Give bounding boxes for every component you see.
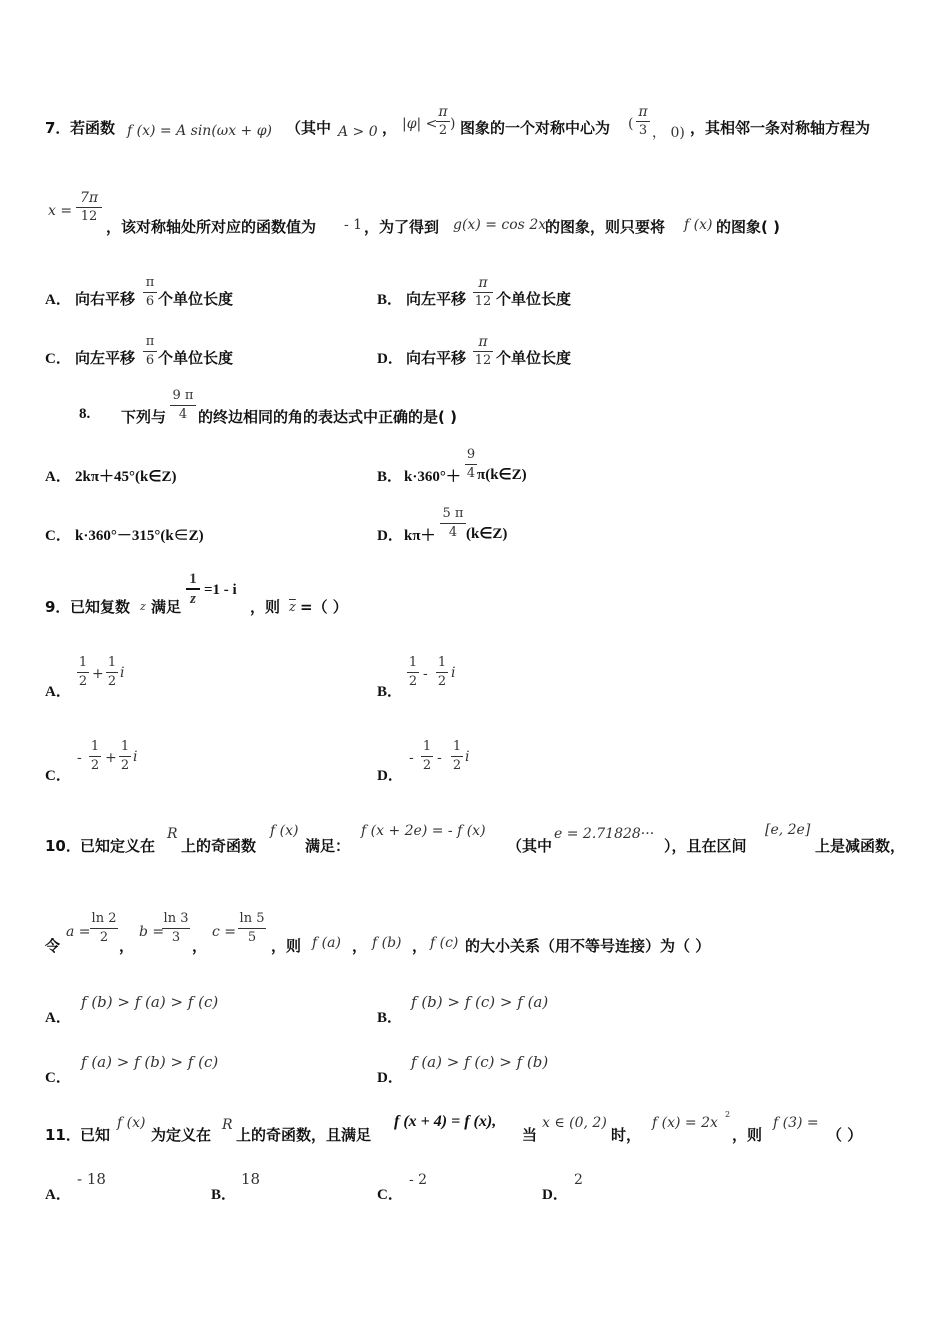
q7-text-8: 的图象( ) <box>716 218 780 236</box>
option-text: 个单位长度 <box>158 349 234 367</box>
option-label: B． <box>377 684 403 700</box>
option-fraction: π 6 <box>143 275 157 310</box>
q9-text-3: ，则 <box>250 598 281 616</box>
option-text: - 2 <box>409 1172 428 1188</box>
option-imag-unit: i <box>465 749 470 765</box>
option-fraction: 1 2 <box>90 739 100 773</box>
q11-text-4: 当 <box>522 1126 538 1144</box>
q10-text-7: 令 <box>45 937 61 955</box>
q7-text-5: ，该对称轴处所对应的函数值为 <box>106 218 317 236</box>
option-text: 2 <box>574 1172 583 1188</box>
option-label: D． <box>542 1187 568 1203</box>
option-fraction: 9 4 <box>466 447 476 481</box>
q9-equation: =1 - i <box>204 582 237 598</box>
q11-text-7: （ ） <box>827 1126 863 1144</box>
option-label: D． <box>377 528 403 544</box>
q11-square: 2 <box>725 1110 731 1119</box>
q11-text-2: 为定义在 <box>151 1126 212 1144</box>
option-text: f (a) > f (b) > f (c) <box>81 1053 219 1071</box>
option-text: (k∈Z) <box>466 526 508 542</box>
q10-c-lhs: c = <box>212 924 237 940</box>
q11-definition: f (x) = 2x <box>652 1115 718 1131</box>
q7-x-eq: x = <box>48 203 73 219</box>
option-label: C． <box>45 768 71 784</box>
q10-text-2: 上的奇函数 <box>181 837 257 855</box>
q11-fx: f (x) <box>117 1115 146 1131</box>
q7-function: f (x) = A sin(ωx + φ) <box>127 123 272 139</box>
q11-text-3: 上的奇函数，且满足 <box>236 1126 372 1144</box>
option-text: 向右平移 <box>75 290 136 308</box>
option-text: k·360°－315°(k∈Z) <box>75 528 204 544</box>
q10-e-value: e = 2.71828··· <box>554 826 655 842</box>
option-fraction: 1 2 <box>452 739 462 773</box>
option-operator: - <box>423 666 428 682</box>
q10-text-1: 已知定义在 <box>80 837 156 855</box>
option-text: f (b) > f (a) > f (c) <box>81 993 219 1011</box>
option-label: B． <box>377 469 403 485</box>
q10-equation: f (x + 2e) = - f (x) <box>361 823 486 839</box>
q7-text-4: ，其相邻一条对称轴方程为 <box>690 119 871 137</box>
option-label: B． <box>211 1187 237 1203</box>
q10-fb: f (b) <box>372 935 402 951</box>
q7-number: 7． <box>45 119 71 137</box>
q11-text-1: 已知 <box>80 1126 111 1144</box>
option-text: 向左平移 <box>75 349 136 367</box>
q10-fc: f (c) <box>430 935 459 951</box>
q7-text-6: ，为了得到 <box>364 218 440 236</box>
option-label: A． <box>45 684 71 700</box>
option-operator: + <box>92 666 104 682</box>
q10-interval: [e, 2e] <box>765 822 811 838</box>
q7-center-open: ( <box>628 116 634 132</box>
q10-text-4: （其中 <box>507 837 553 855</box>
option-label: C． <box>377 1187 403 1203</box>
option-text: 向左平移 <box>406 290 467 308</box>
q10-text-3: 满足： <box>305 837 351 855</box>
option-label: C． <box>45 351 71 367</box>
q7-fraction-pi-2: π 2 <box>436 104 450 139</box>
q10-comma: ， <box>192 937 208 955</box>
option-label: D． <box>377 768 403 784</box>
q10-fa: f (a) <box>312 935 341 951</box>
option-imag-unit: i <box>120 665 125 681</box>
option-fraction: π 12 <box>474 275 492 309</box>
q11-R: R <box>222 1117 233 1133</box>
q10-fx: f (x) <box>270 823 299 839</box>
option-imag-unit: i <box>451 665 456 681</box>
q9-z-bar: $\overline{z}$ <box>289 600 296 615</box>
option-fraction: 1 2 <box>78 655 88 689</box>
q9-text-4: =（ ） <box>300 598 348 616</box>
option-fraction: 1 2 <box>437 655 447 689</box>
option-label: B． <box>377 292 403 308</box>
option-label: A． <box>45 1010 71 1026</box>
q11-text-6: ，则 <box>732 1126 763 1144</box>
q10-text-6: 上是减函数， <box>815 837 906 855</box>
q7-g-function: g(x) = cos 2x <box>453 217 547 233</box>
option-fraction: π 6 <box>143 334 157 369</box>
option-label: C． <box>45 1070 71 1086</box>
q7-cond-a: A > 0 <box>338 124 378 140</box>
q7-text-2: （其中 <box>286 119 332 137</box>
option-sign: - <box>409 750 414 766</box>
q11-text-5: 时， <box>611 1126 642 1144</box>
q8-text-2: 的终边相同的角的表达式中正确的是( ) <box>198 408 457 426</box>
q11-domain: x ∈ (0, 2) <box>542 1115 607 1131</box>
option-fraction: 1 2 <box>422 739 432 773</box>
q8-text-1: 下列与 <box>121 408 167 426</box>
q11-number: 11． <box>45 1126 81 1144</box>
q7-text-7: 的图象，则只要将 <box>545 218 666 236</box>
option-operator: - <box>437 750 442 766</box>
option-label: B． <box>377 1010 403 1026</box>
q10-b-lhs: b = <box>139 924 165 940</box>
option-label: A． <box>45 1187 71 1203</box>
q10-text-5: ），且在区间 <box>664 837 747 855</box>
option-fraction: 5 π 4 <box>440 506 466 541</box>
option-imag-unit: i <box>133 749 138 765</box>
q7-center-fraction: π 3 <box>636 104 650 139</box>
q10-number: 10． <box>45 837 81 855</box>
q8-fraction: 9 π 4 <box>170 388 196 423</box>
q9-z: z <box>140 600 146 613</box>
q9-number: 9． <box>45 598 71 616</box>
option-text: f (a) > f (c) > f (b) <box>411 1053 549 1071</box>
option-text: kπ＋ <box>404 528 436 544</box>
option-text: 个单位长度 <box>496 290 572 308</box>
option-text: - 18 <box>77 1170 106 1188</box>
q10-R: R <box>167 826 178 842</box>
q7-neg-one: - 1 <box>344 217 363 233</box>
option-text: k·360°＋ <box>404 469 461 485</box>
q10-b-fraction: ln 3 3 <box>163 911 189 945</box>
q11-ask: f (3) = <box>773 1115 819 1131</box>
option-text: 向右平移 <box>406 349 467 367</box>
option-label: C． <box>45 528 71 544</box>
q10-a-fraction: ln 2 2 <box>91 911 117 945</box>
q7-text-3: 图象的一个对称中心为 <box>460 119 611 137</box>
q7-cond-phi: |φ| < <box>402 116 438 132</box>
q7-f-function: f (x) <box>684 217 713 233</box>
q10-c-fraction: ln 5 5 <box>239 911 265 945</box>
option-text: π(k∈Z) <box>477 467 527 483</box>
option-sign: - <box>77 750 82 766</box>
q7-center-rest: ， 0) <box>652 125 685 141</box>
q10-comma: ， <box>352 937 368 955</box>
option-label: D． <box>377 351 403 367</box>
option-label: A． <box>45 292 71 308</box>
q9-fraction: 1 z <box>186 571 200 607</box>
option-operator: + <box>105 750 117 766</box>
option-text: 18 <box>241 1170 261 1188</box>
q8-number: 8. <box>79 406 91 422</box>
option-label: D． <box>377 1070 403 1086</box>
q9-text-2: 满足 <box>151 598 182 616</box>
option-fraction: π 12 <box>474 334 492 368</box>
q10-text-9: 的大小关系（用不等号连接）为（ ） <box>465 937 711 955</box>
option-text: f (b) > f (c) > f (a) <box>411 993 549 1011</box>
option-text: 个单位长度 <box>158 290 234 308</box>
q7-text-1: 若函数 <box>70 119 116 137</box>
option-label: A． <box>45 469 71 485</box>
q7-comma: ， <box>382 119 398 137</box>
q7-axis-fraction: 7π 12 <box>76 190 102 225</box>
q10-a-lhs: a = <box>66 924 91 940</box>
option-fraction: 1 2 <box>408 655 418 689</box>
q10-comma: ， <box>119 937 135 955</box>
option-text: 个单位长度 <box>496 349 572 367</box>
option-fraction: 1 2 <box>120 739 130 773</box>
q10-comma: ， <box>412 937 428 955</box>
option-fraction: 1 2 <box>107 655 117 689</box>
q10-text-8: ，则 <box>271 937 302 955</box>
q9-text-1: 已知复数 <box>70 598 131 616</box>
option-text: 2kπ＋45°(k∈Z) <box>75 469 177 485</box>
q11-condition: f (x + 4) = f (x), <box>394 1113 497 1130</box>
